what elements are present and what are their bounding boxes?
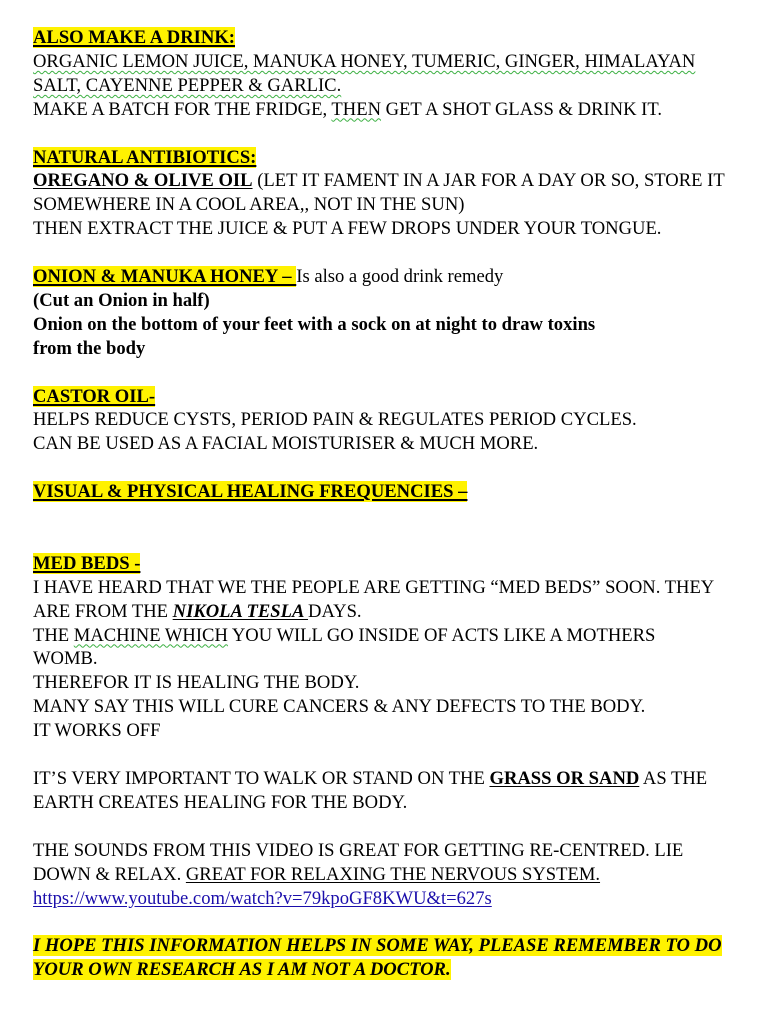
sounds-text-1: THE SOUNDS FROM THIS VIDEO IS GREAT FOR GETTING RE-CENTRED. LIE <box>33 839 684 861</box>
onion-text-3: from the body <box>33 337 146 359</box>
medbeds-text-7: IT WORKS OFF <box>33 720 161 742</box>
medbeds-text-6: MANY SAY THIS WILL CURE CANCERS & ANY DEFECTS TO THE BODY. <box>33 696 646 718</box>
castor-text-1: HELPS REDUCE CYSTS, PERIOD PAIN & REGULATES PERIOD CYCLES. <box>33 409 637 431</box>
medbeds-line-7 <box>33 719 745 743</box>
castor-line-1 <box>33 408 745 432</box>
drink-instruction-c: GET A SHOT GLASS & DRINK IT. <box>381 98 662 120</box>
sounds-link-line[interactable] <box>33 887 745 911</box>
document-page <box>33 26 745 982</box>
medbeds-line-3 <box>33 624 745 648</box>
drink-line-2 <box>33 74 745 98</box>
drink-instruction-b: THEN <box>331 98 381 120</box>
onion-line-1 <box>33 289 745 313</box>
antibiotics-line-1 <box>33 169 745 193</box>
onion-line-2 <box>33 313 745 337</box>
closing-text-2: YOUR OWN RESEARCH AS I AM NOT A DOCTOR. <box>33 959 451 981</box>
grass-line-1 <box>33 767 745 791</box>
medbeds-text-1: I HAVE HEARD THAT WE THE PEOPLE ARE GETTING “MED BEDS” SOON. THEY <box>33 576 715 598</box>
onion-heading-line <box>33 265 745 289</box>
antibiotics-text-2: SOMEWHERE IN A COOL AREA,, NOT IN THE SUN) <box>33 194 465 216</box>
antibiotics-line-2 <box>33 193 745 217</box>
youtube-link[interactable]: https://www.youtube.com/watch?v=79kpoGF8KWU&t=627s <box>33 887 492 909</box>
castor-text-2: CAN BE USED AS A FACIAL MOISTURISER & MUCH MORE. <box>33 433 539 455</box>
closing-line-2 <box>33 958 745 982</box>
medbeds-line-5 <box>33 671 745 695</box>
closing-text-1: I HOPE THIS INFORMATION HELPS IN SOME WAY, PLEASE REMEMBER TO DO <box>33 935 722 957</box>
medbeds-text-2a: ARE FROM THE <box>33 600 173 622</box>
oregano-label: OREGANO & OLIVE OIL <box>33 170 253 192</box>
medbeds-text-2c: DAYS. <box>308 600 362 622</box>
grass-text-1c: AS THE <box>639 768 708 789</box>
antibiotics-text-1: (LET IT FAMENT IN A JAR FOR A DAY OR SO, STORE IT <box>252 170 725 192</box>
drink-heading: ALSO MAKE A DRINK: <box>33 27 235 48</box>
antibiotics-text-3: THEN EXTRACT THE JUICE & PUT A FEW DROPS UNDER YOUR TONGUE. <box>33 218 662 240</box>
medbeds-line-6 <box>33 695 745 719</box>
nikola-tesla-text: NIKOLA TESLA <box>172 600 309 622</box>
onion-line-3 <box>33 337 745 361</box>
castor-heading: CASTOR OIL- <box>33 385 156 407</box>
onion-heading-rest: Is also a good drink remedy <box>296 266 504 288</box>
grass-or-sand-text: GRASS OR SAND <box>489 768 640 789</box>
antibiotics-line-3 <box>33 217 745 241</box>
medbeds-text-5: THEREFOR IT IS HEALING THE BODY. <box>33 672 360 694</box>
grass-text-1a: IT’S VERY IMPORTANT TO WALK OR STAND ON THE <box>33 768 490 789</box>
grass-text-2: EARTH CREATES HEALING FOR THE BODY. <box>33 791 408 813</box>
medbeds-line-2 <box>33 600 745 624</box>
onion-text-1: (Cut an Onion in half) <box>33 289 210 311</box>
grass-line-2 <box>33 791 745 815</box>
onion-heading: ONION & MANUKA HONEY – <box>33 266 297 288</box>
drink-line-3 <box>33 98 745 122</box>
sounds-text-2a: DOWN & RELAX. <box>33 863 186 885</box>
castor-line-2 <box>33 432 745 456</box>
drink-line-1 <box>33 50 745 74</box>
drink-ingredients-text-2: SALT, CAYENNE PEPPER & GARLIC. <box>33 74 342 96</box>
medbeds-line-4 <box>33 647 745 671</box>
closing-line-1 <box>33 934 745 958</box>
frequencies-heading-line <box>33 480 745 504</box>
drink-heading-line <box>33 26 745 50</box>
frequencies-heading: VISUAL & PHYSICAL HEALING FREQUENCIES – <box>33 481 468 503</box>
drink-ingredients-text: ORGANIC LEMON JUICE, MANUKA HONEY, TUMERIC, GINGER, HIMALAYAN <box>33 50 696 72</box>
medbeds-line-1 <box>33 576 745 600</box>
antibiotics-heading-line <box>33 146 745 170</box>
medbeds-heading: MED BEDS - <box>33 552 141 574</box>
medbeds-text-3b: MACHINE WHICH <box>73 624 228 646</box>
castor-heading-line <box>33 385 745 409</box>
medbeds-text-3c: YOU WILL GO INSIDE OF ACTS LIKE A MOTHERS <box>227 624 656 646</box>
medbeds-heading-line <box>33 552 745 576</box>
sounds-line-1 <box>33 839 745 863</box>
medbeds-text-3a: THE <box>33 624 74 646</box>
sounds-line-2 <box>33 863 745 887</box>
drink-instruction-a: MAKE A BATCH FOR THE FRIDGE, <box>33 98 332 120</box>
sounds-text-2b: GREAT FOR RELAXING THE NERVOUS SYSTEM. <box>185 863 601 885</box>
antibiotics-heading: NATURAL ANTIBIOTICS: <box>33 146 257 168</box>
onion-text-2: Onion on the bottom of your feet with a sock on at night to draw toxins <box>33 313 596 335</box>
medbeds-text-4: WOMB. <box>33 648 98 670</box>
